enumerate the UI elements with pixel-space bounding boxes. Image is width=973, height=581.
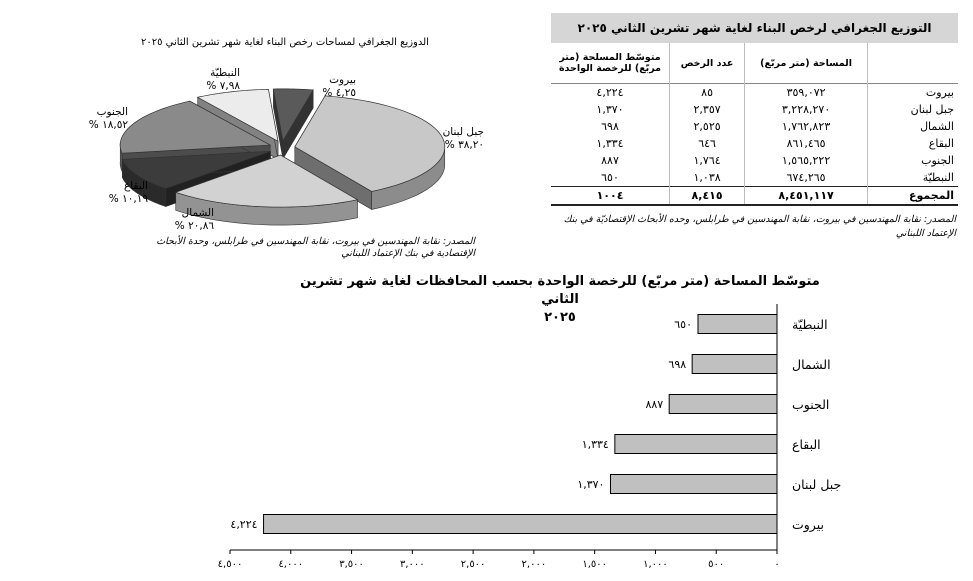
category-label: النبطيّة — [792, 317, 828, 332]
x-tick-label: ٤,٥٠٠ — [217, 559, 243, 570]
bar-chart — [0, 300, 973, 581]
table-header-cell: عدد الرخص — [670, 43, 745, 84]
table-title-row — [551, 13, 958, 43]
bar-value-label: ٨٨٧ — [645, 398, 664, 411]
bar — [610, 475, 777, 494]
table-cell: النبطيّة — [868, 169, 959, 187]
x-tick-label: ٢,٠٠٠ — [521, 559, 547, 570]
table-cell: ٦٩٨ — [601, 120, 619, 133]
table-cell: ١,٠٣٨ — [670, 169, 745, 187]
table-cell: ١,٧٦٤ — [670, 152, 745, 169]
table-cell: ٦٧٤,٢٦٥ — [745, 169, 868, 187]
table-row — [551, 169, 958, 187]
x-tick-label: ٢,٥٠٠ — [460, 559, 486, 570]
table-cell: جبل لبنان — [868, 101, 959, 118]
table-cell: ٤,٢٢٤ — [551, 84, 670, 102]
pie-label-north: الشمال ٢٠,٨٦ % — [174, 207, 214, 232]
bar — [698, 315, 777, 334]
table-title: التوزيع الجغرافي لرخص البناء لغاية شهر تشرين الثاني ٢٠٢٥ — [551, 13, 958, 43]
table-cell: ١,٣٣٤ — [596, 137, 624, 150]
table-cell: ٣,٢٢٨,٢٧٠ — [745, 101, 868, 118]
table-cell: الشمال — [868, 118, 959, 135]
table-header-row — [551, 43, 958, 84]
bar — [264, 515, 777, 534]
bar-value-label: ٦٩٨ — [668, 358, 687, 371]
table-row — [551, 118, 958, 135]
bar — [669, 395, 777, 414]
bar-value-label: ٦٥٠ — [674, 318, 692, 331]
table-total-row — [551, 187, 958, 206]
pie-label-bekaa: البقاع ١٠,١٩ % — [108, 180, 148, 205]
pie-label-nabatieh: النبطيّة ٧,٩٨ % — [206, 67, 240, 92]
pie-label-south: الجنوب ١٨,٥٢ % — [88, 106, 128, 131]
bar-chart-title-line1: متوسّط المساحة (متر مربّع) للرخصة الواحدة بحسب المحافظات لغاية شهر تشرين الثاني — [300, 274, 820, 307]
category-label: بيروت — [792, 517, 824, 532]
pie-label-mount-lebanon: جبل لبنان ٣٨,٢٠ % — [442, 126, 484, 151]
bar-value-label: ١,٣٣٤ — [581, 438, 609, 451]
table-cell: ٢,٣٥٧ — [670, 101, 745, 118]
bar — [615, 435, 777, 454]
x-tick-label: ٠ — [774, 559, 780, 570]
category-label: البقاع — [792, 437, 821, 452]
x-tick-label: ١,٠٠٠ — [643, 559, 668, 570]
table-cell: ٢,٥٢٥ — [670, 118, 745, 135]
building-permits-table — [551, 13, 958, 206]
table-row — [551, 101, 958, 118]
table-total-cell: المجموع — [868, 187, 959, 206]
x-tick-label: ٤,٠٠٠ — [278, 559, 304, 570]
bar — [692, 355, 777, 374]
category-label: الجنوب — [792, 397, 830, 412]
table-cell: ١,٣٧٠ — [596, 103, 624, 116]
table-cell: ٦٤٦ — [670, 135, 745, 152]
table-cell: الجنوب — [868, 152, 959, 169]
x-tick-label: ٥٠٠ — [708, 559, 725, 570]
table-cell: بيروت — [868, 84, 959, 102]
table-cell: البقاع — [868, 135, 959, 152]
x-tick-label: ٣,٠٠٠ — [399, 559, 425, 570]
table-cell: ٨٨٧ — [601, 154, 619, 167]
table-header-cell — [868, 43, 959, 84]
table-row — [551, 135, 958, 152]
table-row — [551, 84, 958, 102]
table-cell: ١,٥٦٥,٢٢٢ — [745, 152, 868, 169]
table-cell: ١,٧٦٢,٨٢٣ — [745, 118, 868, 135]
table-total-cell: ٨,٤١٥ — [670, 187, 745, 206]
table-total-cell: ١٠٠٤ — [551, 187, 670, 206]
table-total-cell: ٨,٤٥١,١١٧ — [745, 187, 868, 206]
x-tick-label: ٣,٥٠٠ — [339, 559, 364, 570]
table-header-cell: المساحة (متر مربّع) — [745, 43, 868, 84]
bar-chart-title-line2: ٢٠٢٥ — [544, 310, 576, 325]
pie-chart-title: الدوزيع الجغرافي لمساحات رخص البناء لغاية شهر تشرين الثاني ٢٠٢٥ — [141, 37, 429, 48]
bar-value-label: ٤,٢٢٤ — [230, 518, 258, 531]
pie-source-note: المصدر: نقابة المهندسين في بيروت، نقابة المهندسين في طرابلس، وحدة الأبحاث الإقتصادية في بنك الإعتماد اللبناني — [156, 236, 475, 259]
x-tick-label: ١,٥٠٠ — [582, 559, 608, 570]
category-label: الشمال — [792, 357, 831, 372]
pie-label-beirut: بيروت ٤,٢٥ % — [322, 74, 356, 99]
table-cell: ٣٥٩,٠٧٢ — [745, 84, 868, 102]
table-source-note: المصدر: نقابة المهندسين في بيروت، نقابة المهندسين في طرابلس، وحده الأبحاث الإقتصاديّة في بنك الإعتماد اللبناني — [563, 214, 956, 239]
table-cell: ٨٦١,٤٦٥ — [745, 135, 868, 152]
category-label: جبل لبنان — [792, 477, 842, 492]
table-cell: ٦٥٠ — [601, 171, 619, 184]
bar-value-label: ١,٣٧٠ — [577, 478, 605, 491]
table-row — [551, 152, 958, 169]
table-cell: ٨٥ — [670, 84, 745, 102]
table-header-cell: متوسّط المسلحة (متر مربّع) للرخصة الواحدة — [558, 52, 662, 74]
